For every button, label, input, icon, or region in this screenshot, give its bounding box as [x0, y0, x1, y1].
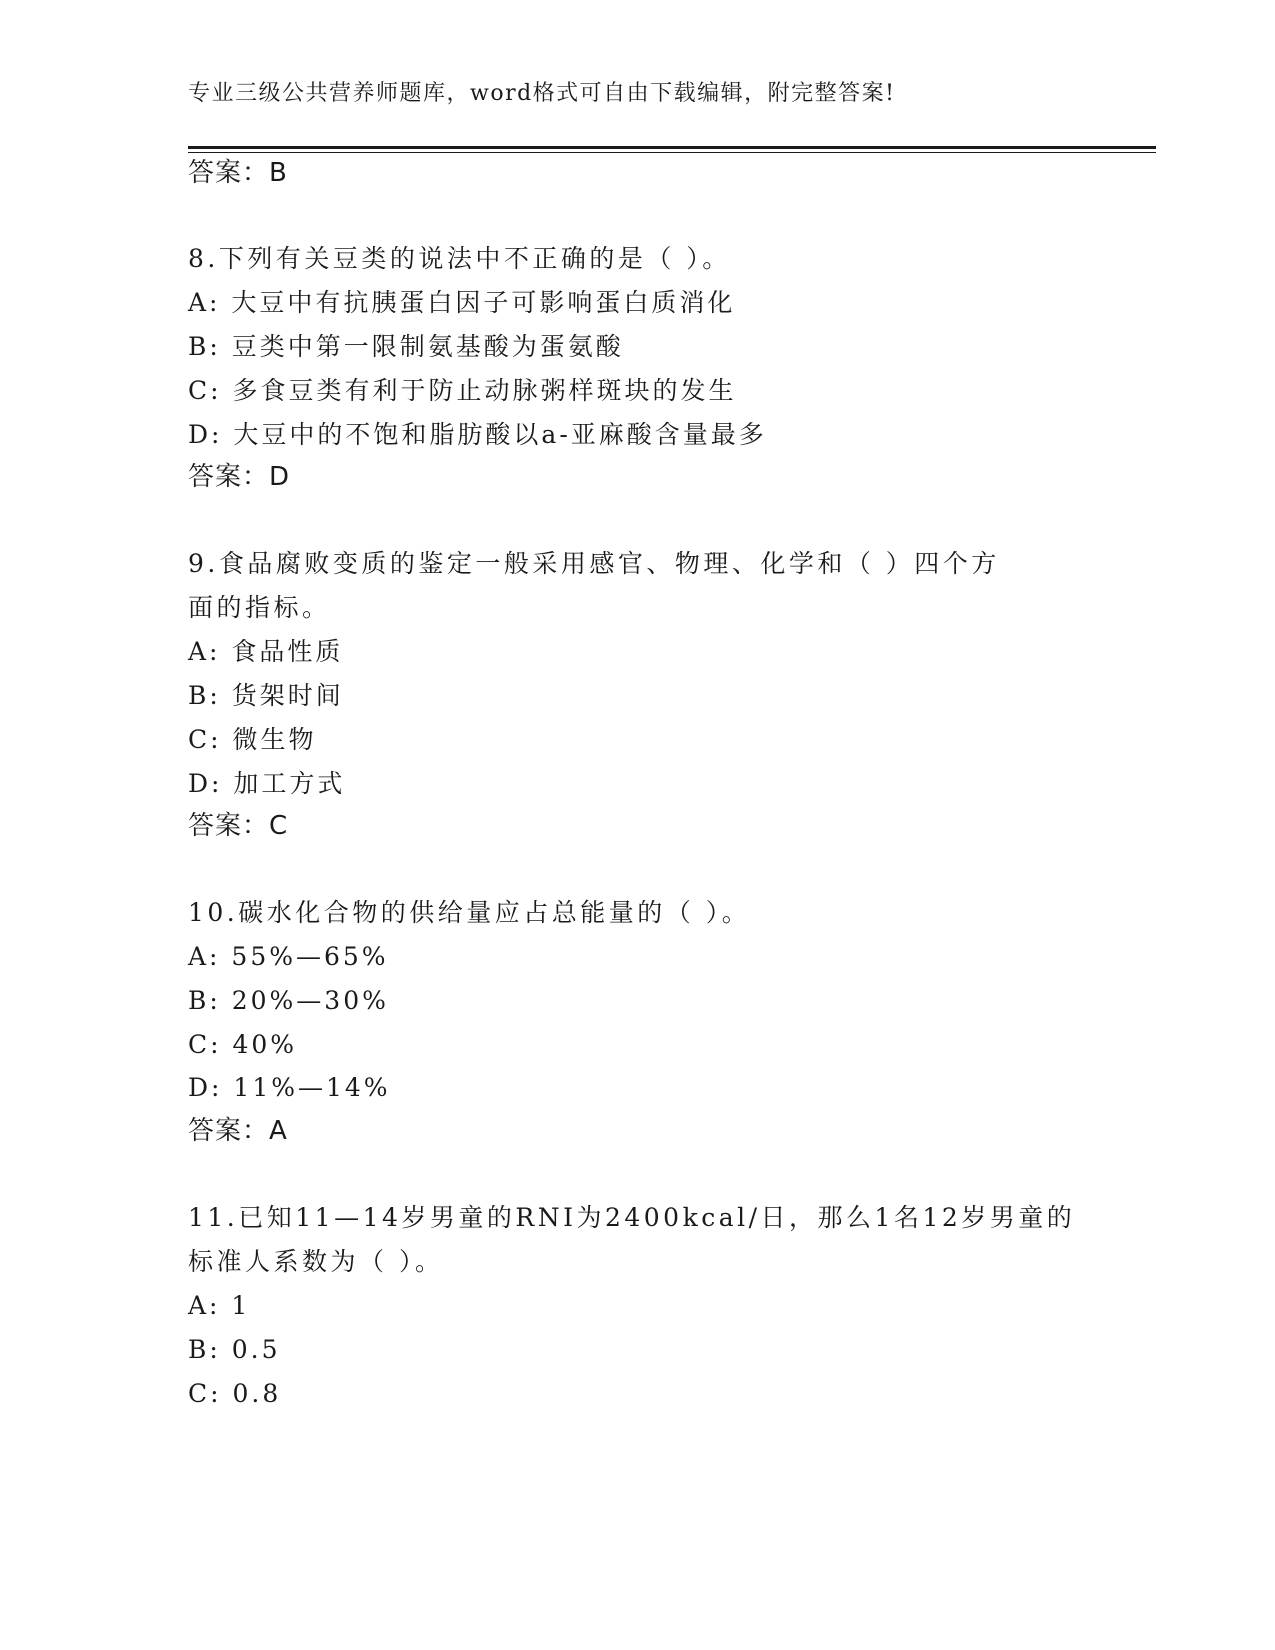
question-8-option-c: C: 多食豆类有利于防止动脉粥样斑块的发生 — [188, 376, 737, 405]
question-9-option-c: C: 微生物 — [188, 725, 317, 754]
question-11-stem-line-2: 标准人系数为（ ）。 — [188, 1247, 444, 1276]
question-11-stem-line-1: 11.已知11—14岁男童的RNI为2400kcal/日，那么1名12岁男童的 — [188, 1203, 1076, 1232]
question-11-option-c: C: 0.8 — [188, 1379, 282, 1408]
question-8-option-a: A: 大豆中有抗胰蛋白因子可影响蛋白质消化 — [188, 288, 736, 317]
question-10-option-c: C: 40% — [188, 1030, 298, 1059]
question-8-option-b: B: 豆类中第一限制氨基酸为蛋氨酸 — [188, 332, 624, 361]
question-10-option-b: B: 20%—30% — [188, 986, 389, 1015]
question-11-option-b: B: 0.5 — [188, 1335, 281, 1364]
question-9-option-b: B: 货架时间 — [188, 681, 344, 710]
question-9-answer: 答案：C — [188, 811, 289, 841]
question-10-option-a: A: 55%—65% — [188, 942, 389, 971]
question-11-option-a: A: 1 — [188, 1291, 251, 1320]
question-9-stem-line-1: 9.食品腐败变质的鉴定一般采用感官、物理、化学和（ ）四个方 — [188, 549, 1000, 578]
header-rule-thick — [188, 146, 1156, 149]
question-8-answer: 答案：D — [188, 462, 291, 492]
answer-line: 答案：B — [188, 158, 288, 188]
header-rule-thin — [188, 152, 1156, 153]
question-10-stem: 10.碳水化合物的供给量应占总能量的（ ）。 — [188, 898, 751, 927]
question-10-option-d: D: 11%—14% — [188, 1073, 391, 1102]
question-10-answer: 答案：A — [188, 1116, 288, 1146]
page-header: 专业三级公共营养师题库，word格式可自由下载编辑，附完整答案! — [188, 81, 896, 106]
question-8-stem: 8.下列有关豆类的说法中不正确的是（ ）。 — [188, 244, 731, 273]
question-9-stem-line-2: 面的指标。 — [188, 593, 331, 622]
question-9-option-d: D: 加工方式 — [188, 769, 346, 798]
question-9-option-a: A: 食品性质 — [188, 637, 344, 666]
question-8-option-d: D: 大豆中的不饱和脂肪酸以a-亚麻酸含量最多 — [188, 420, 767, 449]
